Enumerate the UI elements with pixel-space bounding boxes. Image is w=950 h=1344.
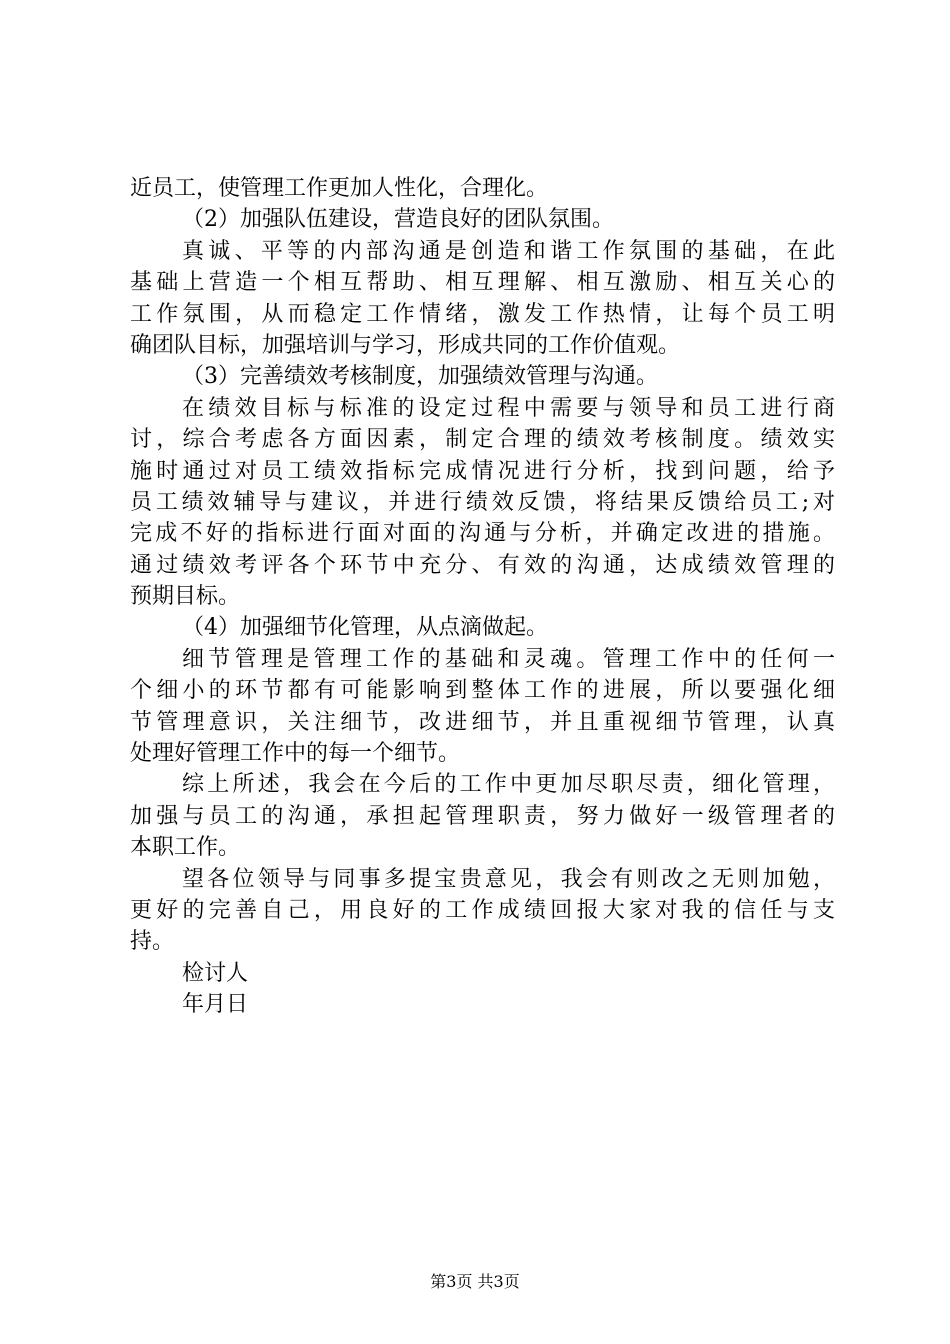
- text-line: 员工绩效辅导与建议，并进行绩效反馈，将结果反馈给员工;对: [130, 489, 835, 515]
- text-line: 持。: [130, 929, 175, 955]
- text-line: 节管理意识，关注细节，改进细节，并且重视细节管理，认真: [130, 709, 835, 735]
- text-line: （3）完善绩效考核制度，加强绩效管理与沟通。: [182, 364, 658, 390]
- text-line: （2）加强队伍建设，营造良好的团队氛围。: [182, 207, 614, 233]
- text-line: 检讨人: [182, 960, 249, 986]
- text-line: 基础上营造一个相互帮助、相互理解、相互激励、相互关心的: [130, 270, 835, 296]
- text-line: 年月日: [182, 992, 249, 1018]
- text-line: 确团队目标，加强培训与学习，形成共同的工作价值观。: [130, 332, 681, 358]
- text-line: 在绩效目标与标准的设定过程中需要与领导和员工进行商: [182, 395, 835, 421]
- text-line: 近员工，使管理工作更加人性化，合理化。: [130, 176, 549, 201]
- text-line: 真诚、平等的内部沟通是创造和谐工作氛围的基础，在此: [182, 238, 835, 264]
- document-body: [130, 173, 835, 1021]
- text-line: 综上所述，我会在今后的工作中更加尽职尽责，细化管理，: [182, 772, 835, 798]
- text-line: 工作氛围，从而稳定工作情绪，激发工作热情，让每个员工明: [130, 301, 835, 327]
- text-line: 更好的完善自己，用良好的工作成绩回报大家对我的信任与支: [130, 897, 835, 923]
- text-line: 施时通过对员工绩效指标完成情况进行分析，找到问题，给予: [130, 458, 835, 484]
- text-line: 细节管理是管理工作的基础和灵魂。管理工作中的任何一: [182, 646, 835, 672]
- text-line: 完成不好的指标进行面对面的沟通与分析，并确定改进的措施。: [130, 521, 835, 547]
- page-footer: 第3页 共3页: [430, 1272, 520, 1291]
- text-line: 预期目标。: [130, 584, 241, 610]
- text-line: 处理好管理工作中的每一个细节。: [130, 741, 461, 767]
- text-line: 个细小的环节都有可能影响到整体工作的进展，所以要强化细: [130, 678, 835, 704]
- text-line: 讨，综合考虑各方面因素，制定合理的绩效考核制度。绩效实: [130, 427, 835, 453]
- text-line: 望各位领导与同事多提宝贵意见，我会有则改之无则加勉，: [182, 866, 835, 892]
- text-line: 通过绩效考评各个环节中充分、有效的沟通，达成绩效管理的: [130, 552, 835, 578]
- text-line: 加强与员工的沟通，承担起管理职责，努力做好一级管理者的: [130, 803, 835, 829]
- text-line: （4）加强细节化管理，从点滴做起。: [182, 615, 548, 641]
- text-line: 本职工作。: [130, 835, 241, 861]
